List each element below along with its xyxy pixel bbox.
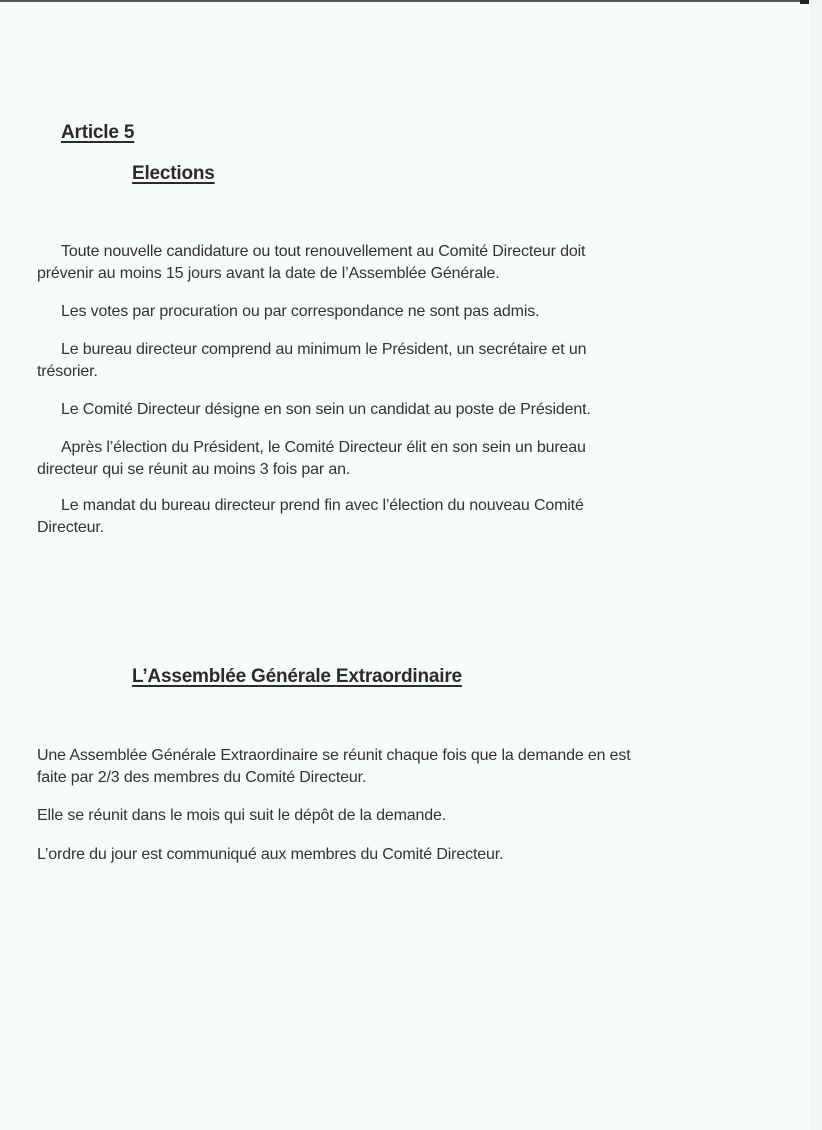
paragraph-line: Toute nouvelle candidature ou tout renouvellement au Comité Directeur doit xyxy=(61,243,586,260)
section-title-elections: Elections xyxy=(132,163,215,184)
paragraph-line: L’ordre du jour est communiqué aux membres du Comité Directeur. xyxy=(37,846,504,863)
paragraph-line: Le mandat du bureau directeur prend fin avec l’élection du nouveau Comité xyxy=(61,497,584,514)
paragraph-line: prévenir au moins 15 jours avant la date de l’Assemblée Générale. xyxy=(37,265,500,282)
article-heading: Article 5 xyxy=(61,122,135,143)
section-title-age: L’Assemblée Générale Extraordinaire xyxy=(132,666,462,687)
paragraph-line: Elle se réunit dans le mois qui suit le dépôt de la demande. xyxy=(37,807,447,824)
scan-top-edge xyxy=(0,0,800,2)
paragraph-line: Une Assemblée Générale Extraordinaire se réunit chaque fois que la demande en est xyxy=(37,747,631,764)
paragraph-line: Les votes par procuration ou par correspondance ne sont pas admis. xyxy=(61,303,540,320)
paragraph-line: trésorier. xyxy=(37,363,98,380)
paragraph-line: Le Comité Directeur désigne en son sein un candidat au poste de Président. xyxy=(61,401,591,418)
paragraph-line: directeur qui se réunit au moins 3 fois par an. xyxy=(37,461,351,478)
paragraph-line: faite par 2/3 des membres du Comité Directeur. xyxy=(37,769,367,786)
paragraph-line: Directeur. xyxy=(37,519,104,536)
scan-right-margin xyxy=(809,0,822,1130)
paragraph-line: Après l’élection du Président, le Comité Directeur élit en son sein un bureau xyxy=(61,439,586,456)
paragraph-line: Le bureau directeur comprend au minimum le Président, un secrétaire et un xyxy=(61,341,587,358)
